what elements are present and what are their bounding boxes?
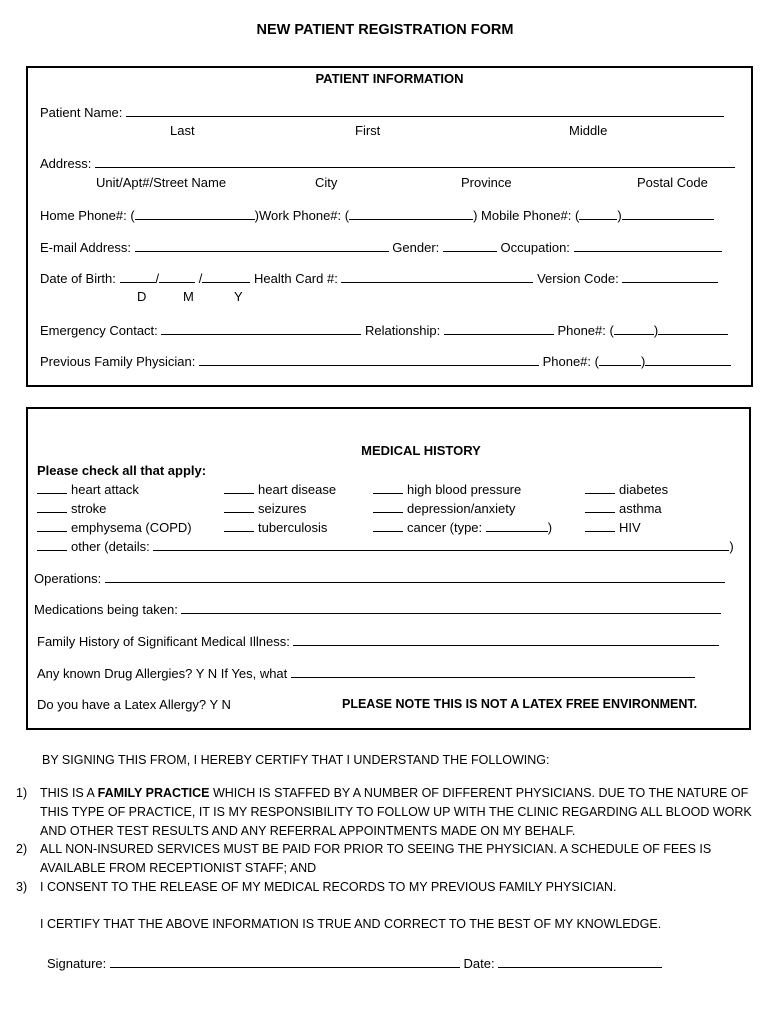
dob-label: Date of Birth: <box>40 271 116 286</box>
email-field[interactable] <box>135 239 389 252</box>
seizures-label: seizures <box>258 501 307 516</box>
address-sub-street: Unit/Apt#/Street Name <box>96 175 227 190</box>
relationship-field[interactable] <box>444 322 554 335</box>
signature-label: Signature: <box>47 956 107 971</box>
operations-label: Operations: <box>34 571 102 586</box>
drug-allergies-row <box>37 665 695 681</box>
address-sub-city: City <box>315 175 338 190</box>
hiv-label: HIV <box>619 520 641 535</box>
patient-name-field[interactable] <box>126 104 724 117</box>
prev-physician-phone-field[interactable] <box>645 353 731 366</box>
condition-other <box>37 538 734 554</box>
asthma-label: asthma <box>619 501 662 516</box>
other-close-paren: ) <box>729 539 734 554</box>
high-bp-checkbox[interactable] <box>373 481 403 494</box>
item3-number: 3) <box>16 880 28 894</box>
condition-diabetes <box>585 481 668 497</box>
medications-row <box>34 601 721 617</box>
patient-name-label: Patient Name: <box>40 105 123 120</box>
email-label: E-mail Address: <box>40 240 132 255</box>
relationship-label: Relationship: <box>365 323 441 338</box>
form-title: NEW PATIENT REGISTRATION FORM <box>256 22 514 38</box>
patient-name-row <box>40 104 724 120</box>
mobile-phone-label: ) Mobile Phone#: ( <box>473 208 580 223</box>
condition-stroke <box>37 500 106 516</box>
health-card-label: Health Card #: <box>254 271 338 286</box>
certify-statement: I CERTIFY THAT THE ABOVE INFORMATION IS TRUE AND CORRECT TO THE BEST OF MY KNOWLEDGE. <box>40 917 662 931</box>
dob-sub-d: D <box>137 289 147 304</box>
cancer-close-paren: ) <box>547 520 553 535</box>
home-phone-field[interactable] <box>177 207 255 220</box>
gender-label: Gender: <box>392 240 440 255</box>
emergency-contact-label: Emergency Contact: <box>40 323 158 338</box>
dob-month-field[interactable] <box>159 270 195 283</box>
item1-line2: THIS TYPE OF PRACTICE, IT IS MY RESPONSIBILITY TO FOLLOW UP WITH THE CLINIC REGARDING ALL BLOOD WORK <box>40 805 752 819</box>
item1-pre: THIS IS A <box>40 786 98 800</box>
work-phone-label: )Work Phone#: ( <box>254 208 350 223</box>
dob-sep-2: / <box>198 271 203 286</box>
prev-physician-label: Previous Family Physician: <box>40 354 196 369</box>
prev-physician-paren-close: ) <box>640 354 646 369</box>
diabetes-checkbox[interactable] <box>585 481 615 494</box>
heart-attack-label: heart attack <box>71 482 139 497</box>
certification-intro: BY SIGNING THIS FROM, I HEREBY CERTIFY THAT I UNDERSTAND THE FOLLOWING: <box>42 753 550 767</box>
emergency-phone-field[interactable] <box>658 322 728 335</box>
tuberculosis-checkbox[interactable] <box>224 519 254 532</box>
depression-label: depression/anxiety <box>407 501 516 516</box>
prev-physician-phone-label: Phone#: ( <box>542 354 599 369</box>
name-sub-first: First <box>355 123 381 138</box>
cancer-label: cancer (type: <box>407 520 483 535</box>
diabetes-label: diabetes <box>619 482 669 497</box>
occupation-label: Occupation: <box>500 240 570 255</box>
condition-depression <box>373 500 515 516</box>
occupation-field[interactable] <box>574 239 722 252</box>
address-field[interactable] <box>95 155 735 168</box>
high-bp-label: high blood pressure <box>407 482 522 497</box>
emergency-row <box>40 322 728 338</box>
work-phone-field[interactable] <box>391 207 473 220</box>
medical-history-heading: MEDICAL HISTORY <box>361 443 481 458</box>
item3-line1: I CONSENT TO THE RELEASE OF MY MEDICAL RECORDS TO MY PREVIOUS FAMILY PHYSICIAN. <box>40 880 617 894</box>
prev-physician-row <box>40 353 731 369</box>
item2-number: 2) <box>16 842 28 856</box>
emphysema-checkbox[interactable] <box>37 519 67 532</box>
condition-high-bp <box>373 481 521 497</box>
other-details-field[interactable] <box>153 538 729 551</box>
email-row <box>40 239 722 255</box>
condition-tuberculosis <box>224 519 327 535</box>
condition-seizures <box>224 500 306 516</box>
dob-day-field[interactable] <box>120 270 156 283</box>
emergency-contact-field[interactable] <box>161 322 361 335</box>
name-sub-middle: Middle <box>569 123 608 138</box>
gender-field[interactable] <box>443 239 497 252</box>
item1-family-practice: FAMILY PRACTICE <box>97 786 210 800</box>
drug-allergies-field[interactable] <box>291 665 695 678</box>
patient-information-heading: PATIENT INFORMATION <box>315 71 464 86</box>
check-instruction: Please check all that apply: <box>37 463 207 478</box>
name-sub-last: Last <box>170 123 195 138</box>
operations-field[interactable] <box>105 570 725 583</box>
hiv-checkbox[interactable] <box>585 519 615 532</box>
family-history-row <box>37 633 719 649</box>
medications-field[interactable] <box>181 601 721 614</box>
stroke-label: stroke <box>71 501 107 516</box>
home-phone-label: Home Phone#: ( <box>40 208 135 223</box>
address-row <box>40 155 735 171</box>
condition-cancer <box>373 519 552 535</box>
address-sub-postal: Postal Code <box>637 175 708 190</box>
signature-field[interactable] <box>110 955 460 968</box>
work-phone-area-field[interactable] <box>349 207 391 220</box>
family-history-label: Family History of Significant Medical Illness: <box>37 634 290 649</box>
asthma-checkbox[interactable] <box>585 500 615 513</box>
dob-sep-1: / <box>155 271 160 286</box>
condition-hiv <box>585 519 641 535</box>
item2-line1: ALL NON-INSURED SERVICES MUST BE PAID FOR PRIOR TO SEEING THE PHYSICIAN. A SCHEDULE OF FEES IS <box>40 842 712 856</box>
cancer-checkbox[interactable] <box>373 519 403 532</box>
family-history-field[interactable] <box>293 633 719 646</box>
other-label: other (details: <box>71 539 150 554</box>
emergency-paren-close: ) <box>653 323 659 338</box>
condition-heart-disease <box>224 481 336 497</box>
heart-disease-checkbox[interactable] <box>224 481 254 494</box>
dob-sub-m: M <box>183 289 194 304</box>
item1-rest: WHICH IS STAFFED BY A NUMBER OF DIFFERENT PHYSICIANS. DUE TO THE NATURE OF <box>209 786 749 800</box>
operations-row <box>34 570 725 586</box>
tuberculosis-label: tuberculosis <box>258 520 328 535</box>
health-card-field[interactable] <box>341 270 533 283</box>
condition-heart-attack <box>37 481 139 497</box>
latex-note: PLEASE NOTE THIS IS NOT A LATEX FREE ENVIRONMENT. <box>342 697 698 711</box>
emergency-phone-label: Phone#: ( <box>557 323 614 338</box>
mobile-phone-field[interactable] <box>622 207 714 220</box>
seizures-checkbox[interactable] <box>224 500 254 513</box>
date-field[interactable] <box>498 955 662 968</box>
mobile-paren-close: ) <box>617 208 622 223</box>
stroke-checkbox[interactable] <box>37 500 67 513</box>
signature-row <box>47 955 662 971</box>
heart-disease-label: heart disease <box>258 482 337 497</box>
dob-row <box>40 270 718 286</box>
drug-allergies-label: Any known Drug Allergies? Y N If Yes, what <box>37 666 288 681</box>
medications-label: Medications being taken: <box>34 602 178 617</box>
item1-line3: AND OTHER TEST RESULTS AND ANY REFERRAL APPOINTMENTS MADE ON MY BEHALF. <box>40 824 576 838</box>
dob-year-field[interactable] <box>202 270 250 283</box>
prev-physician-phone-area-field[interactable] <box>599 353 641 366</box>
emphysema-label: emphysema (COPD) <box>71 520 192 535</box>
emergency-phone-area-field[interactable] <box>614 322 654 335</box>
item2-line2: AVAILABLE FROM RECEPTIONIST STAFF; AND <box>40 861 317 875</box>
address-sub-province: Province <box>461 175 512 190</box>
prev-physician-field[interactable] <box>199 353 539 366</box>
home-phone-area-field[interactable] <box>135 207 177 220</box>
dob-sub-y: Y <box>234 289 243 304</box>
latex-allergy-question: Do you have a Latex Allergy? Y N <box>37 697 231 712</box>
other-checkbox[interactable] <box>37 538 67 551</box>
item1-number: 1) <box>16 786 28 800</box>
version-code-field[interactable] <box>622 270 718 283</box>
address-label: Address: <box>40 156 92 171</box>
mobile-phone-area-field[interactable] <box>579 207 617 220</box>
depression-checkbox[interactable] <box>373 500 403 513</box>
condition-asthma <box>585 500 662 516</box>
phones-row <box>40 207 714 223</box>
item1-line1 <box>40 786 748 800</box>
version-code-label: Version Code: <box>537 271 619 286</box>
heart-attack-checkbox[interactable] <box>37 481 67 494</box>
cancer-type-field[interactable] <box>486 519 548 532</box>
date-label: Date: <box>463 956 495 971</box>
condition-emphysema <box>37 519 192 535</box>
